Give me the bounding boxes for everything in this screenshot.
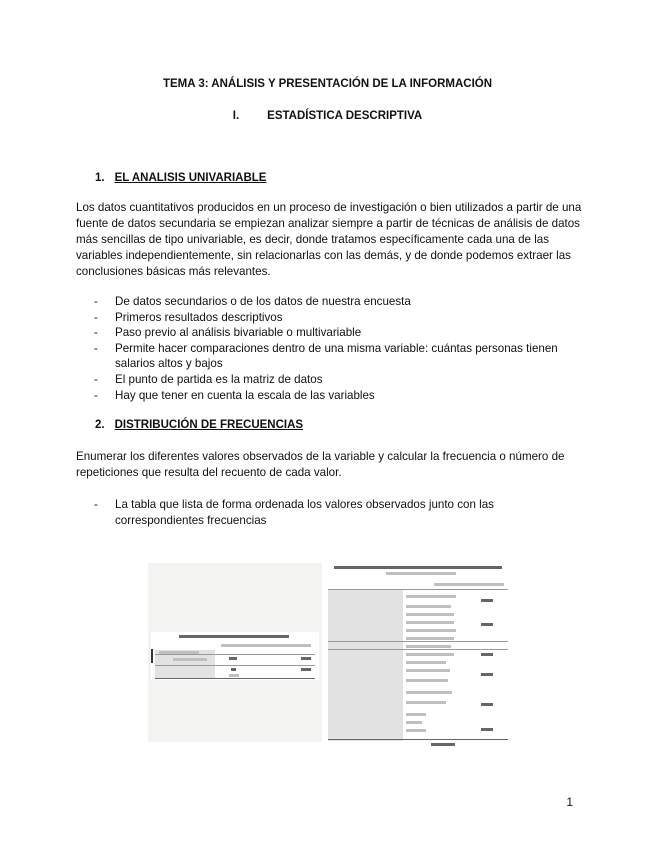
heading-number: 1. xyxy=(95,172,105,184)
list-item: - La tabla que lista de forma ordenada los valores observados junto con las correspondientes frecuencias xyxy=(94,497,584,528)
section-heading xyxy=(0,110,655,122)
bullet-list-2 xyxy=(94,497,584,528)
heading-1 xyxy=(95,172,266,184)
bullet-list-1 xyxy=(94,294,584,403)
section-label: ESTADÍSTICA DESCRIPTIVA xyxy=(267,110,423,122)
heading-label: EL ANALISIS UNIVARIABLE xyxy=(114,172,267,184)
list-item: - El punto de partida es la matriz de datos xyxy=(94,372,584,388)
page-number: 1 xyxy=(566,795,573,809)
list-item: - Paso previo al análisis bivariable o multivariable xyxy=(94,325,584,341)
heading-number: 2. xyxy=(95,419,105,431)
list-item: - Hay que tener en cuenta la escala de las variables xyxy=(94,388,584,404)
paragraph-2: Enumerar los diferentes valores observados de la variable y calcular la frecuencia o número de repeticiones que resulta del recuento de cada valor. xyxy=(76,450,565,479)
document-title: TEMA 3: ANÁLISIS Y PRESENTACIÓN DE LA INFORMACIÓN xyxy=(162,78,493,90)
table-screenshot xyxy=(151,632,319,680)
list-item: - Permite hacer comparaciones dentro de una misma variable: cuántas personas tienen salarios altos y bajos xyxy=(94,341,584,372)
frequency-table-image-1 xyxy=(148,563,322,742)
section-number: I. xyxy=(232,110,240,122)
list-item: - Primeros resultados descriptivos xyxy=(94,310,584,326)
heading-2 xyxy=(95,419,303,431)
list-item: - De datos secundarios o de los datos de nuestra encuesta xyxy=(94,294,584,310)
frequency-table-image-2 xyxy=(326,563,510,747)
paragraph-1: Los datos cuantitativos producidos en un proceso de investigación o bien utilizados a partir de una fuente de datos secundaria se empiezan analizar siempre a partir de técnicas de análisis de datos más sencillas de tipo univariable, es decir, donde tratamos específicamente cada una de las variables independientemente, sin relacionarlas con las demás, y de donde podemos extraer las conclusiones básicas más relevantes. xyxy=(76,201,582,278)
heading-label: DISTRIBUCIÓN DE FRECUENCIAS xyxy=(114,419,304,431)
